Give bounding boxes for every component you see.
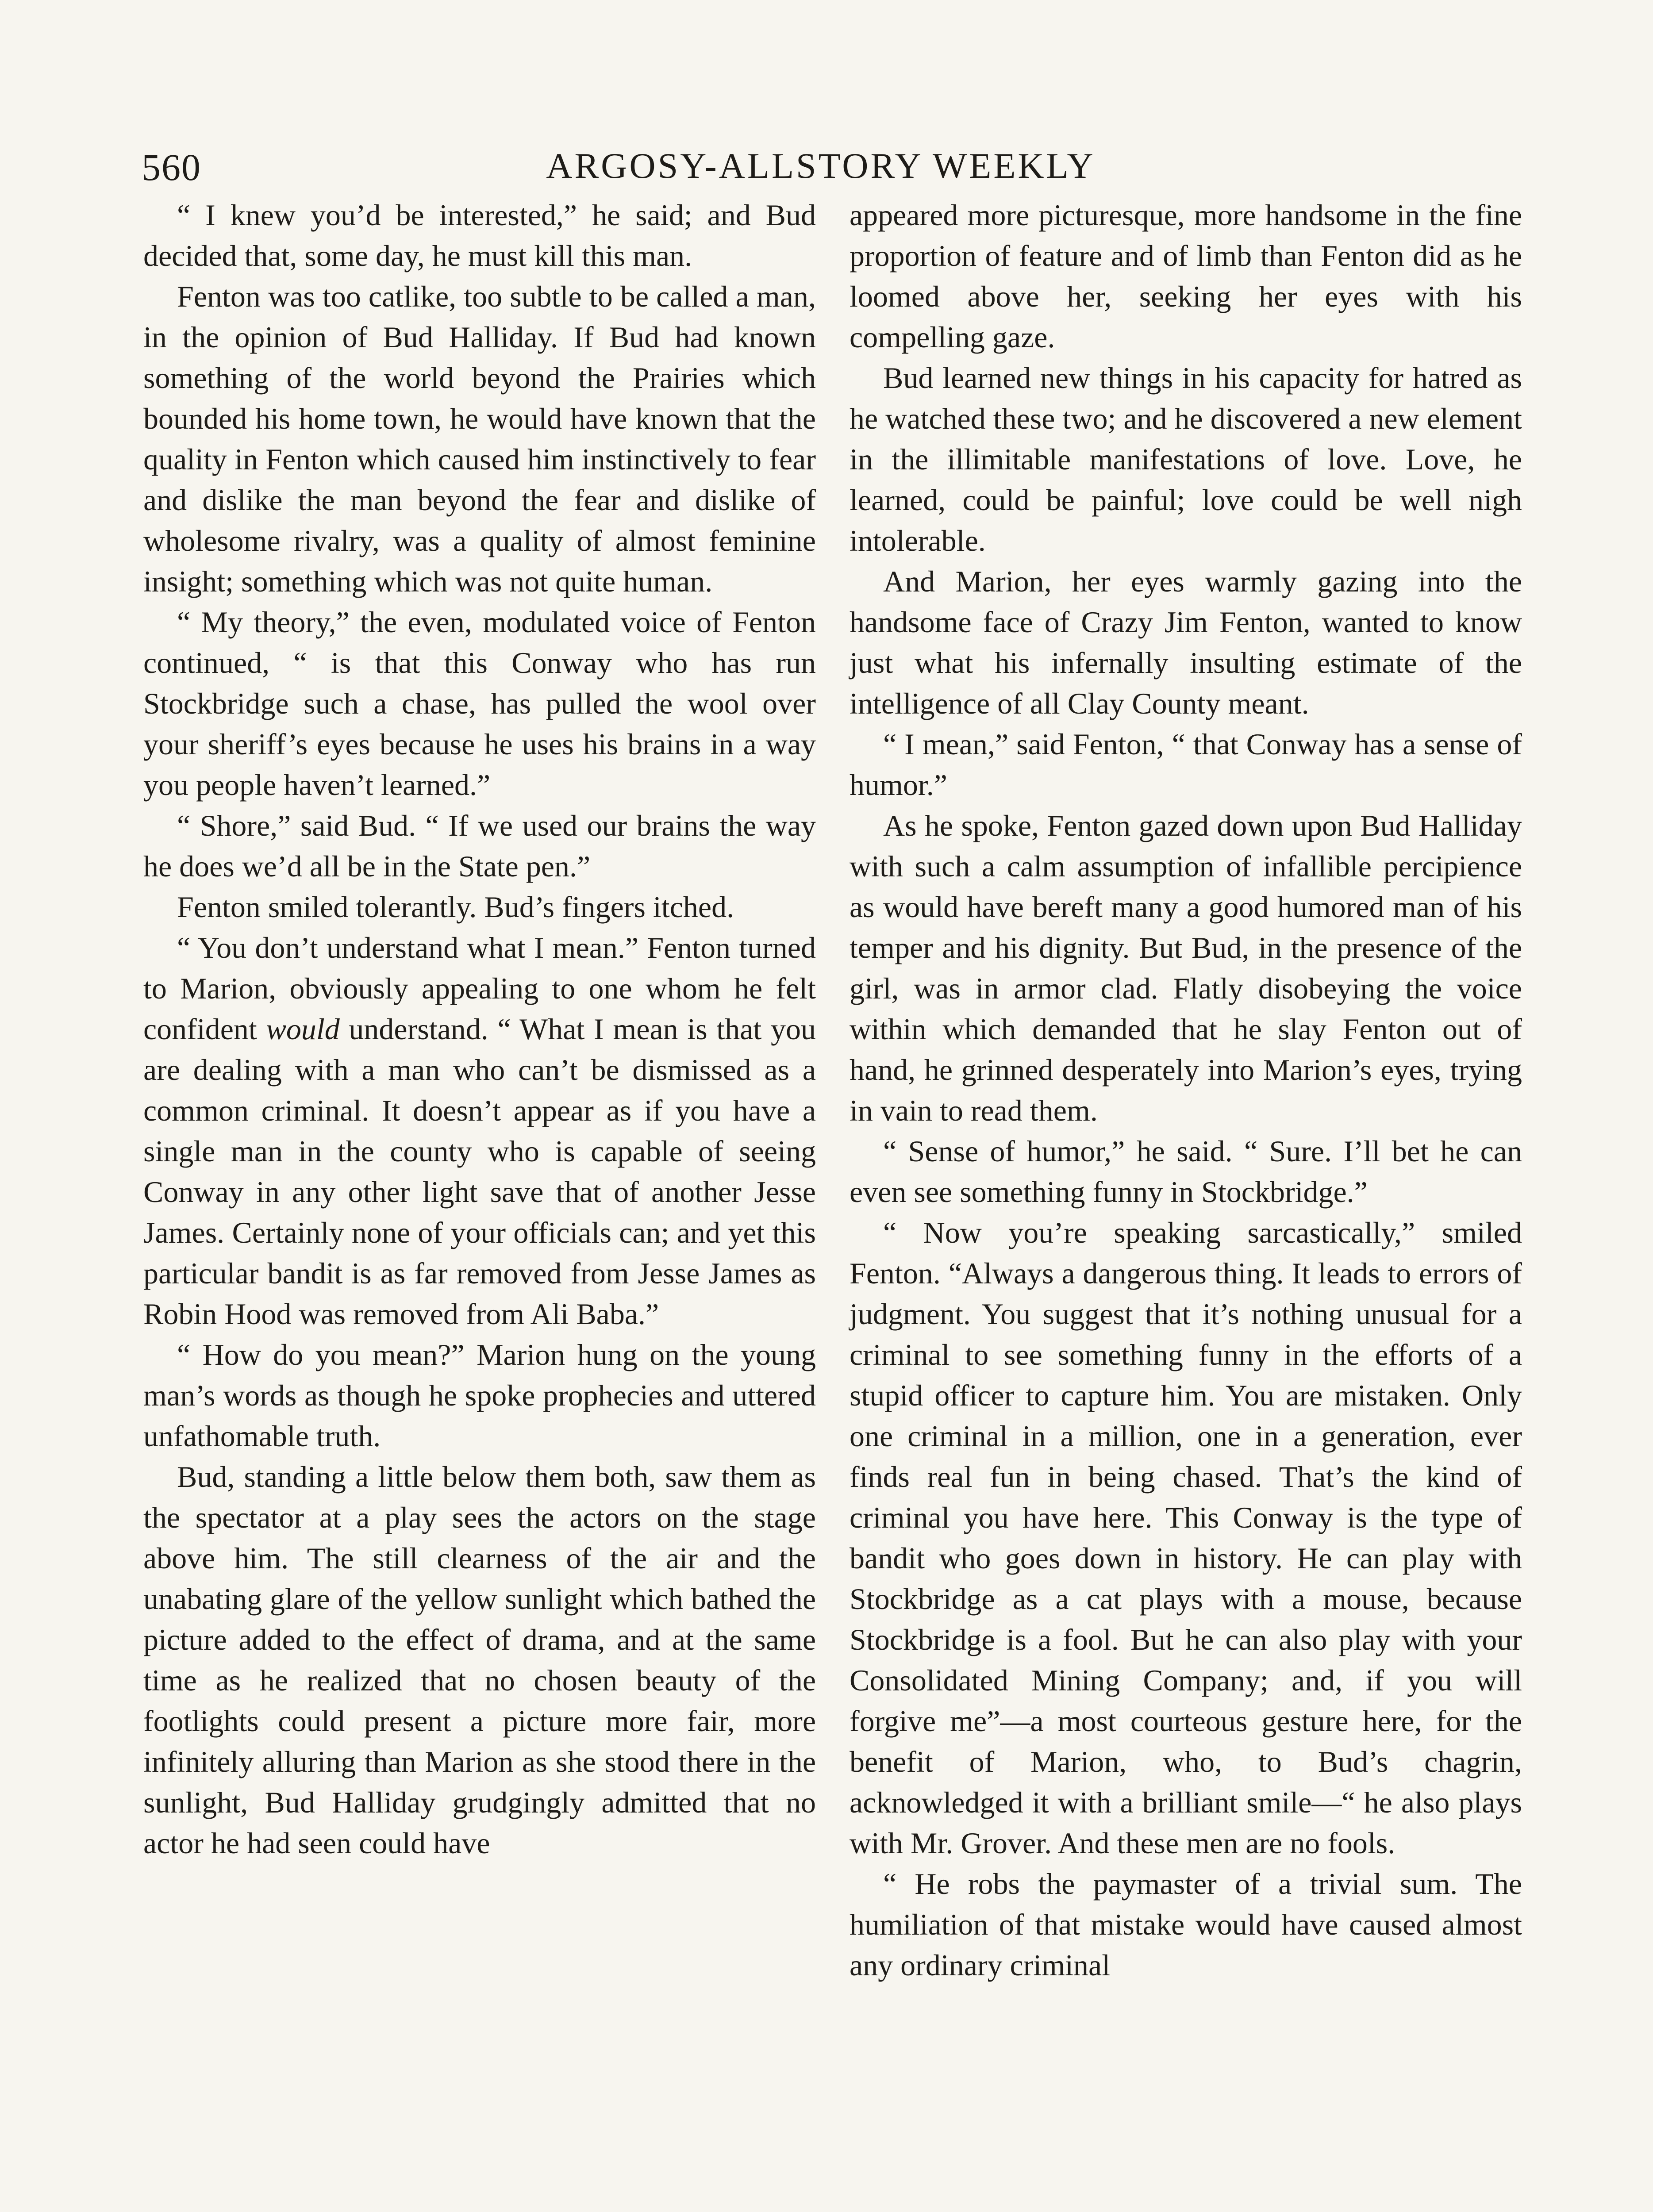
paragraph: “ Shore,” said Bud. “ If we used our brains the way he does we’d all be in the State pen.” <box>143 809 816 883</box>
paragraph: As he spoke, Fenton gazed down upon Bud Halliday with such a calm assumption of infallible percipience as would have bereft many a good humored man of his temper and his dignity. But Bud, in the presence of the girl, was in armor clad. Flatly disobeying the voice within which demanded that he slay Fenton out of hand, he grinned desperately into Marion’s eyes, trying in vain to read them. <box>850 809 1522 1127</box>
paragraph: Fenton was too catlike, too subtle to be called a man, in the opinion of Bud Halliday. If Bud had known something of the world beyond the Prairies which bounded his home town, he would have known that the quality in Fenton which caused him instinctively to fear and dislike the man beyond the fear and dislike of wholesome rivalry, was a quality of almost feminine insight; something which was not quite human. <box>143 280 816 598</box>
paragraph: And Marion, her eyes warmly gazing into the handsome face of Crazy Jim Fenton, wanted to know just what his infernally insulting estimate of the intelligence of all Clay County meant. <box>850 565 1522 720</box>
right-text-column <box>850 195 1522 1985</box>
page-number: 560 <box>142 146 201 188</box>
paragraph: Bud, standing a little below them both, saw them as the spectator at a play sees the actors on the stage above him. The still clearness of the air and the unabating glare of the yellow sunlight which bathed the picture added to the effect of drama, and at the same time as he realized that no chosen beauty of the footlights could present a picture more fair, more infinitely alluring than Marion as she stood there in the sunlight, Bud Halliday grudgingly admitted that no actor he had seen could have <box>143 1460 816 1860</box>
paragraph: “ Sense of humor,” he said. “ Sure. I’ll bet he can even see something funny in Stockbridge.” <box>850 1134 1522 1209</box>
page-header <box>142 145 1500 194</box>
paragraph: “ He robs the paymaster of a trivial sum. The humiliation of that mistake would have caused almost any ordinary criminal <box>850 1867 1522 1982</box>
paragraph: “ Now you’re speaking sarcastically,” smiled Fenton. “Always a dangerous thing. It leads to errors of judgment. You suggest that it’s nothing unusual for a criminal to see something funny in the efforts of a stupid officer to capture him. You are mistaken. Only one criminal in a million, one in a generation, ever finds real fun in being chased. That’s the kind of criminal you have here. This Conway is the type of bandit who goes down in history. He can play with Stockbridge as a cat plays with a mouse, because Stockbridge is a fool. But he can also play with your Consolidated Mining Company; and, if you will forgive me”—a most courteous gesture here, for the benefit of Marion, who, to Bud’s chagrin, acknowledged it with a brilliant smile—“ he also plays with Mr. Grover. And these men are no fools. <box>850 1216 1522 1860</box>
paragraph <box>143 927 816 1334</box>
paragraph: appeared more picturesque, more handsome in the fine proportion of feature and of limb than Fenton did as he loomed above her, seeking her eyes with his compelling gaze. <box>850 198 1522 354</box>
running-title: ARGOSY-ALLSTORY WEEKLY <box>546 146 1096 186</box>
paragraph: Bud learned new things in his capacity for hatred as he watched these two; and he discovered a new element in the illimitable manifestations of love. Love, he learned, could be painful; love could be well nigh intolerable. <box>850 361 1522 557</box>
paragraph: “ I mean,” said Fenton, “ that Conway has a sense of humor.” <box>850 727 1522 802</box>
paragraph: “ My theory,” the even, modulated voice of Fenton continued, “ is that this Conway who has run Stockbridge such a chase, has pulled the wool over your sheriff’s eyes because he uses his brains in a way you people haven’t learned.” <box>143 605 816 802</box>
left-text-column <box>143 195 816 1863</box>
emphasized-word: would <box>266 1012 340 1046</box>
paragraph: Fenton smiled tolerantly. Bud’s fingers itched. <box>177 890 734 924</box>
paragraph-text: “ You don’t understand what I mean.” Fenton turned to Marion, obviously appealing to one whom he felt confident <box>143 931 816 1046</box>
paragraph-text: understand. “ What I mean is that you are dealing with a man who can’t be dismissed as a common criminal. It doesn’t appear as if you have a single man in the county who is capable of seeing Conway in any other light save that of another Jesse James. Certainly none of your officials can; and yet this particular bandit is as far removed from Jesse James as Robin Hood was removed from Ali Baba.” <box>143 1012 816 1331</box>
paragraph: “ I knew you’d be interested,” he said; and Bud decided that, some day, he must kill this man. <box>143 198 816 273</box>
paragraph: “ How do you mean?” Marion hung on the young man’s words as though he spoke prophecies and uttered unfathomable truth. <box>143 1338 816 1453</box>
